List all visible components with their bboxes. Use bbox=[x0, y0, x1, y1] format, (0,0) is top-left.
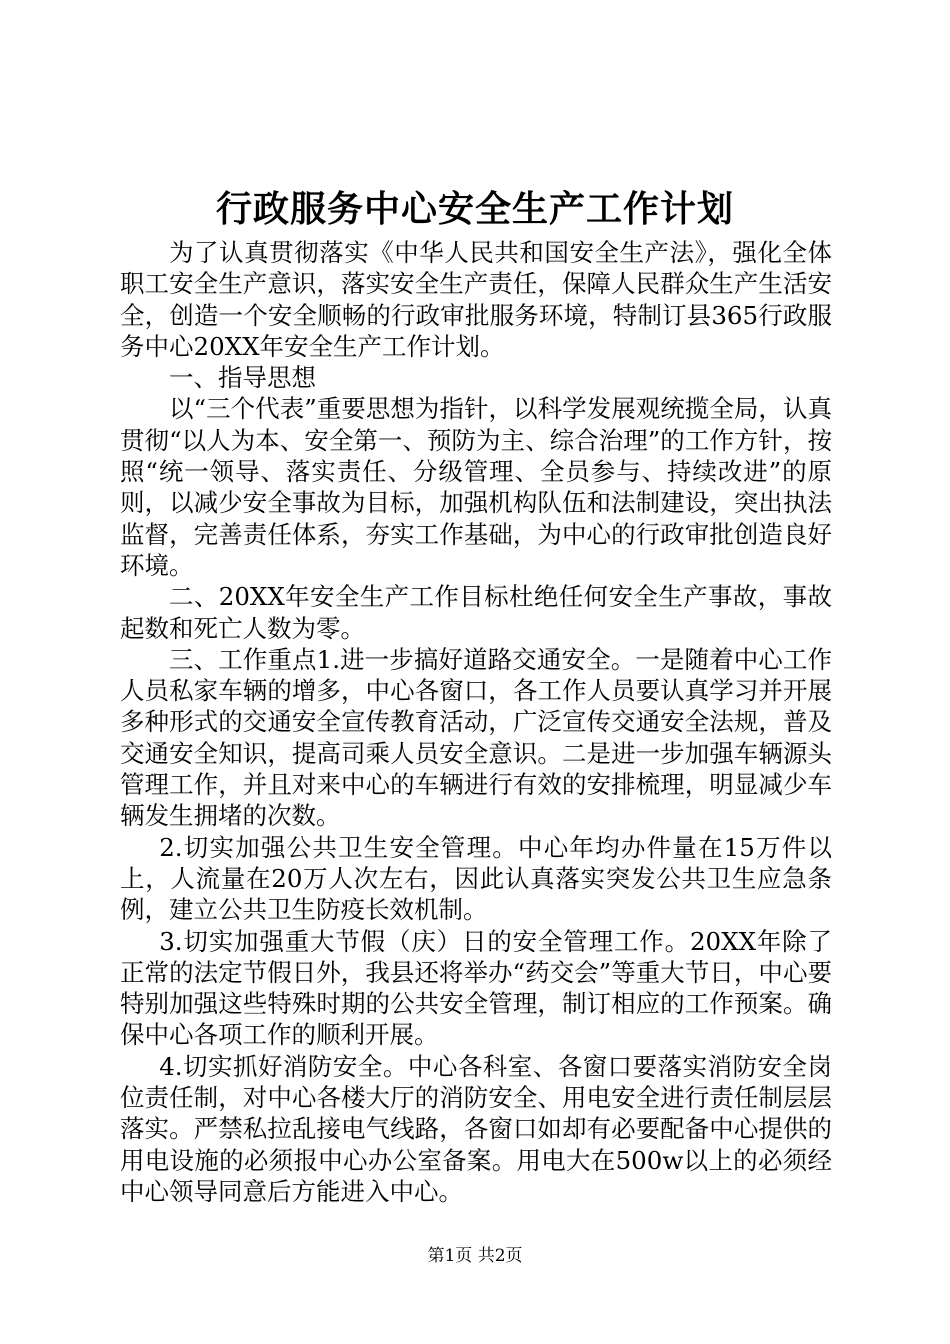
paragraph-holiday-safety: 3.切实加强重大节假（庆）日的安全管理工作。20XX年除了正常的法定节假日外，我县还将举办“药交会”等重大节日，中心要特别加强这些特殊时期的公共安全管理，制订相应的工作预案。确保中心各项工作的顺利开展。 bbox=[120, 926, 832, 1050]
paragraph-public-health: 2.切实加强公共卫生安全管理。中心年均办件量在15万件以上，人流量在20万人次左右，因此认真落实突发公共卫生应急条例，建立公共卫生防疫长效机制。 bbox=[120, 832, 832, 925]
paragraph-goals: 二、20XX年安全生产工作目标杜绝任何安全生产事故，事故起数和死亡人数为零。 bbox=[120, 582, 832, 643]
document-body bbox=[120, 237, 832, 1207]
document-title: 行政服务中心安全生产工作计划 bbox=[215, 188, 734, 230]
paragraph-intro: 为了认真贯彻落实《中华人民共和国安全生产法》，强化全体职工安全生产意识，落实安全生产责任，保障人民群众生产生活安全，创造一个安全顺畅的行政审批服务环境，特制订县365行政服务中心20XX年安全生产工作计划。 bbox=[120, 238, 832, 361]
paragraph-guiding-thought: 以“三个代表”重要思想为指针，以科学发展观统揽全局，认真贯彻“以人为本、安全第一、预防为主、综合治理”的工作方针，按照“统一领导、落实责任、分级管理、全员参与、持续改进”的原则，以减少安全事故为目标，加强机构队伍和法制建设，突出执法监督，完善责任体系，夯实工作基础，为中心的行政审批创造良好环境。 bbox=[120, 394, 832, 580]
paragraph-key-work-traffic: 三、工作重点1.进一步搞好道路交通安全。一是随着中心工作人员私家车辆的增多，中心各窗口，各工作人员要认真学习并开展多种形式的交通安全宣传教育活动，广泛宣传交通安全法规，普及交通安全知识，提高司乘人员安全意识。二是进一步加强车辆源头管理工作，并且对来中心的车辆进行有效的安排梳理，明显减少车辆发生拥堵的次数。 bbox=[120, 644, 832, 831]
page-number-footer: 第1页 共2页 bbox=[427, 1246, 523, 1266]
paragraph-fire-safety: 4.切实抓好消防安全。中心各科室、各窗口要落实消防安全岗位责任制，对中心各楼大厅的消防安全、用电安全进行责任制层层落实。严禁私拉乱接电气线路，各窗口如却有必要配备中心提供的用电设施的必须报中心办公室备案。用电大在500w以上的必须经中心领导同意后方能进入中心。 bbox=[120, 1051, 832, 1206]
section-heading-guiding-thought: 一、指导思想 bbox=[169, 363, 316, 393]
